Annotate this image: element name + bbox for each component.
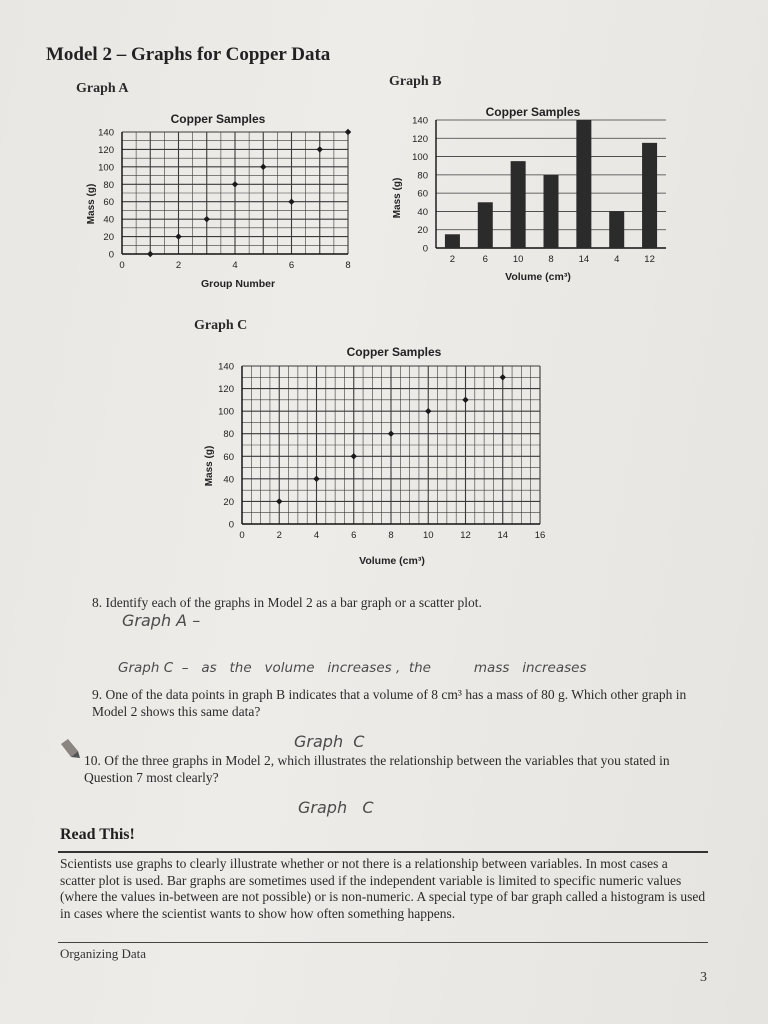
graph-b-y-tick-label: 40 xyxy=(417,206,428,218)
graph-c-x-tick-label: 4 xyxy=(313,530,320,541)
graph-b-x-tick-label: 2 xyxy=(449,254,456,265)
graph-b-bar xyxy=(478,202,493,248)
graph-b-y-ticks xyxy=(412,116,428,255)
graph-c-y-tick-label: 120 xyxy=(218,384,234,396)
answer-10: Graph C xyxy=(298,798,374,817)
graph-c-x-tick-label: 6 xyxy=(351,530,357,541)
graph-c-chart xyxy=(196,338,566,573)
graph-a-y-tick-label: 80 xyxy=(103,179,114,191)
graph-c-x-tick-label: 0 xyxy=(239,530,245,541)
graph-c-point xyxy=(462,397,468,403)
graph-b-xlabel: Volume (cm³) xyxy=(505,271,571,283)
graph-b-x-ticks xyxy=(450,254,655,265)
graph-c-point xyxy=(313,476,319,482)
graph-a-x-ticks xyxy=(119,260,350,271)
graph-a-x-tick-label: 0 xyxy=(119,260,125,271)
graph-b-y-tick-label: 60 xyxy=(417,188,428,200)
graph-a-y-tick-label: 0 xyxy=(108,249,114,261)
graph-c-ylabel: Mass (g) xyxy=(204,445,215,487)
graph-a-point xyxy=(345,129,351,135)
question-10: 10. Of the three graphs in Model 2, which illustrates the relationship between the variables that you stated in Question 7 most clearly? xyxy=(84,753,670,785)
graph-b-bar xyxy=(445,234,460,248)
read-this-divider xyxy=(58,851,708,853)
graph-c-x-ticks xyxy=(239,530,545,541)
graph-c-x-tick-label: 14 xyxy=(497,530,509,541)
graph-a-y-tick-label: 120 xyxy=(98,144,114,156)
graph-a-point xyxy=(175,233,181,239)
footer-divider xyxy=(58,942,708,943)
graph-b-bar xyxy=(576,120,591,248)
graph-b-bar xyxy=(609,211,624,248)
graph-c-grid xyxy=(242,366,540,524)
graph-b-y-tick-label: 120 xyxy=(412,133,428,145)
graph-b-y-tick-label: 140 xyxy=(412,115,428,127)
graph-a-y-tick-label: 20 xyxy=(103,232,114,244)
graph-a-y-tick-label: 60 xyxy=(103,197,114,209)
graph-b-x-tick-label: 6 xyxy=(482,254,488,265)
graph-c-y-tick-label: 40 xyxy=(223,474,234,486)
graph-b-x-tick-label: 14 xyxy=(578,254,590,265)
graph-b-label: Graph B xyxy=(389,74,442,89)
question-9: 9. One of the data points in graph B indicates that a volume of 8 cm³ has a mass of 80 g. Which other graph in Model 2 shows this same data? xyxy=(92,687,687,719)
page-number: 3 xyxy=(700,970,707,985)
graph-c-point xyxy=(276,498,282,504)
graph-a-x-tick-label: 6 xyxy=(288,260,295,271)
graph-a-grid xyxy=(122,132,348,254)
graph-a-y-tick-label: 40 xyxy=(103,214,114,226)
graph-c-x-tick-label: 10 xyxy=(422,530,434,541)
graph-b-x-tick-label: 8 xyxy=(548,254,554,265)
graph-b-ylabel: Mass (g) xyxy=(392,177,403,219)
graph-b-bar xyxy=(544,175,559,248)
graph-c-y-tick-label: 0 xyxy=(228,519,234,531)
graph-a-point xyxy=(317,146,323,152)
graph-c-label: Graph C xyxy=(194,318,248,333)
graph-c-y-tick-label: 20 xyxy=(223,496,234,508)
read-this-body: Scientists use graphs to clearly illustrate whether or not there is a relationship between variables. In most cases a scatter plot is used. Bar graphs are sometimes used if the independent variable is limited to specific numeric values (where the values in-between are not possible) or is non-numeric. A special type of bar graph called a histogram is used in cases where the scientist wants to show how often something happens. xyxy=(60,856,706,921)
graph-a-chart xyxy=(78,104,378,294)
graph-a-xlabel: Group Number xyxy=(200,278,276,290)
graph-a-point xyxy=(147,251,153,257)
graph-b-title: Copper Samples xyxy=(485,105,581,119)
graph-b-y-tick-label: 20 xyxy=(417,225,428,237)
graph-a-x-tick-label: 2 xyxy=(175,260,182,271)
graph-a-title: Copper Samples xyxy=(170,112,266,126)
graph-c-point xyxy=(500,374,506,380)
graph-c-y-tick-label: 140 xyxy=(218,361,234,373)
pencil-icon xyxy=(58,736,82,760)
graph-b-x-tick-label: 10 xyxy=(512,254,524,265)
graph-a-y-tick-label: 140 xyxy=(98,127,114,139)
graph-a-ylabel: Mass (g) xyxy=(86,183,97,225)
graph-b-bar xyxy=(511,161,526,248)
graph-b-y-tick-label: 100 xyxy=(412,152,428,164)
graph-a-x-tick-label: 4 xyxy=(232,260,238,271)
graph-b-y-tick-label: 0 xyxy=(422,243,428,255)
graph-c-y-ticks xyxy=(218,362,234,531)
answer-8-line-2: Graph C – as the volume increases , the mass increases xyxy=(118,660,587,676)
graph-a-point xyxy=(260,164,266,170)
question-8: 8. Identify each of the graphs in Model 2 as a bar graph or a scatter plot. xyxy=(92,595,482,610)
graph-a-label: Graph A xyxy=(76,81,129,96)
graph-c-x-tick-label: 16 xyxy=(534,530,546,541)
graph-a-x-tick-label: 8 xyxy=(345,260,351,271)
graph-a-point xyxy=(288,199,294,205)
graph-c-point xyxy=(351,453,357,459)
graph-c-point xyxy=(388,431,394,437)
graph-b-chart xyxy=(388,98,678,288)
graph-c-y-tick-label: 80 xyxy=(223,429,234,441)
graph-b-bars xyxy=(445,120,657,248)
footer-text: Organizing Data xyxy=(60,946,147,961)
graph-a-y-ticks xyxy=(98,128,114,261)
graph-b-x-tick-label: 4 xyxy=(614,254,620,265)
graph-a-point xyxy=(204,216,210,222)
graph-c-point xyxy=(425,408,431,414)
graph-b-bar xyxy=(642,143,657,248)
graph-c-x-tick-label: 2 xyxy=(276,530,282,541)
graph-b-y-tick-label: 80 xyxy=(417,170,428,182)
graph-c-x-tick-label: 12 xyxy=(460,530,471,541)
graph-a-point xyxy=(232,181,238,187)
read-this-heading: Read This! xyxy=(60,826,135,843)
graph-c-x-tick-label: 8 xyxy=(388,530,394,541)
graph-b-x-tick-label: 12 xyxy=(644,254,655,265)
graph-c-y-tick-label: 60 xyxy=(223,451,234,463)
graph-a-y-tick-label: 100 xyxy=(98,162,114,174)
graph-c-xlabel: Volume (cm³) xyxy=(359,555,425,567)
page-title: Model 2 – Graphs for Copper Data xyxy=(46,44,331,65)
answer-9: Graph C xyxy=(294,732,365,751)
graph-c-title: Copper Samples xyxy=(346,345,442,359)
answer-8-line-1: Graph A – xyxy=(122,611,201,630)
graph-c-y-tick-label: 100 xyxy=(218,406,234,418)
